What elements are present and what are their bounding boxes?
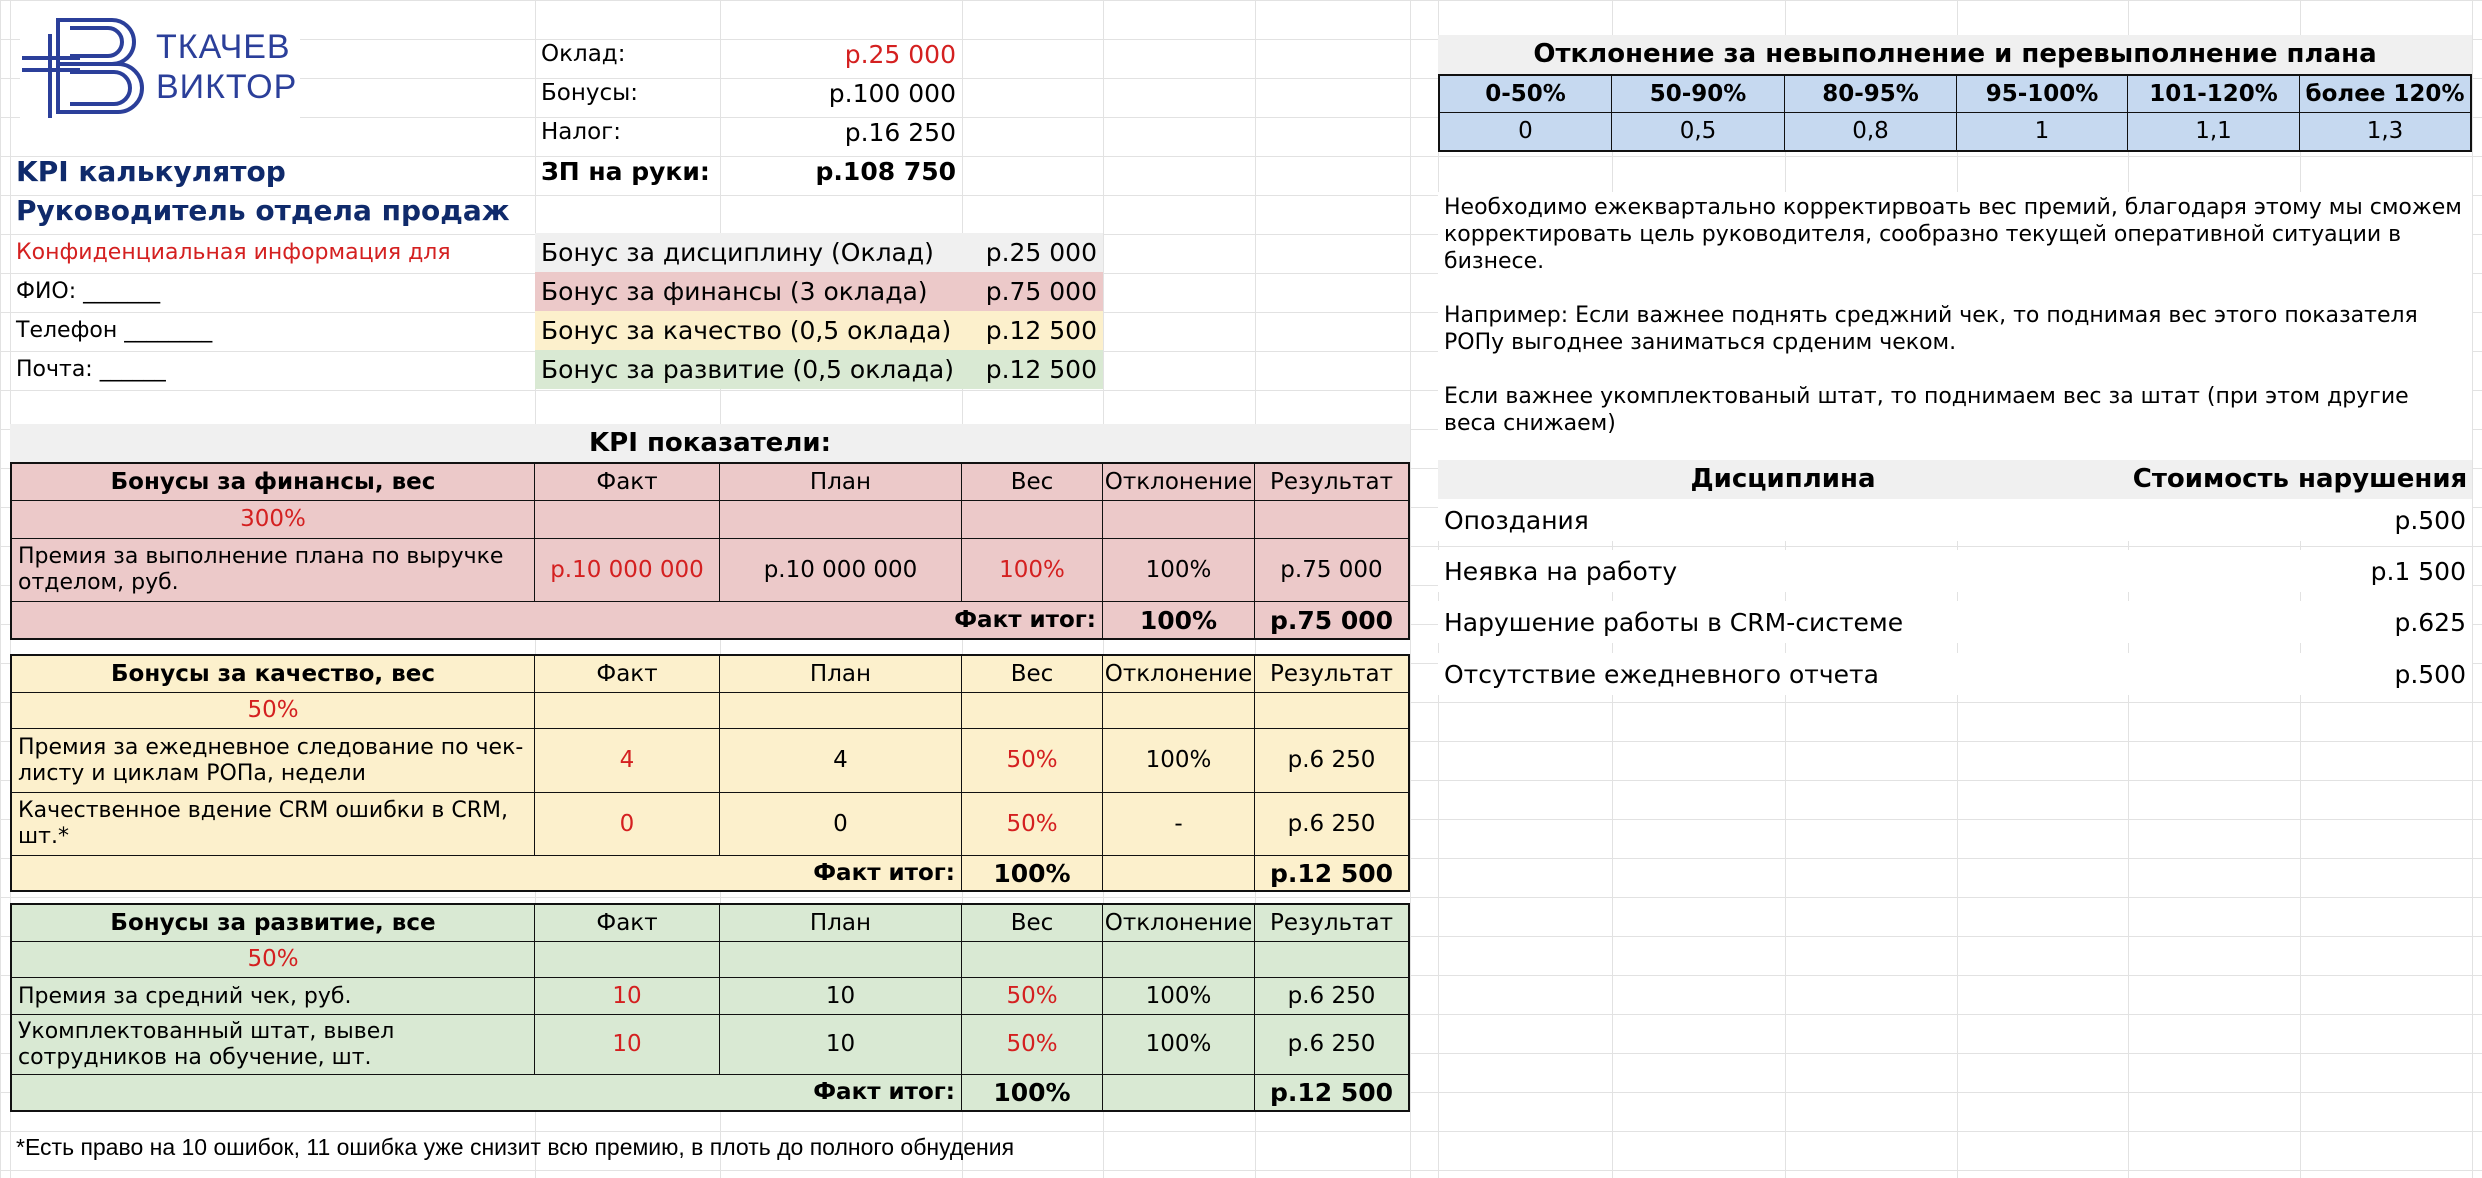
development-total-pct: 100% [962,1075,1103,1110]
net-label: ЗП на руки: [541,157,710,186]
table-row-fact[interactable]: 10 [535,1015,720,1075]
col-deviation: Отклонение [1103,464,1255,501]
development-total-label: Факт итог: [12,1075,962,1110]
note-paragraph-3: Если важнее укомплектованый штат, то поднимаем вес за штат (при этом другие веса снижаем) [1444,384,2409,436]
kpi-title: KPI показатели: [10,424,1410,462]
deviation-value: 0 [1440,113,1612,150]
footnote: *Есть право на 10 ошибок, 11 ошибка уже снизит всю премию, в плоть до полного обнудения [16,1133,1015,1160]
col-deviation: Отклонение [1103,905,1255,942]
col-weight: Вес [962,464,1103,501]
bonus-type-label: Бонус за качество (0,5 оклада) [535,311,962,350]
table-row-result: р.6 250 [1255,978,1408,1015]
discipline-row-name: Неявка на работу [1438,550,2128,592]
note-paragraph-1: Необходимо ежеквартально корректирвоать вес премий, благодаря этому мы сможем корректировать цель руководителя, сообразно текущей оперативной ситуации в бизнесе. [1444,195,2462,274]
table-row-fact[interactable]: 10 [535,978,720,1015]
discipline-header-cost: Стоимость нарушения [2128,460,2472,499]
col-fact: Факт [535,464,720,501]
discipline-row-cost: р.625 [2128,601,2472,643]
salary-label: Оклад: [541,41,626,67]
deviation-header: 80-95% [1785,76,1957,113]
bonus-type-label: Бонус за финансы (3 оклада) [535,272,962,311]
finance-weight: 300% [12,501,535,539]
development-weight: 50% [12,942,535,978]
col-weight: Вес [962,656,1103,693]
development-total-result: р.12 500 [1269,1078,1394,1107]
table-row-plan: р.10 000 000 [720,539,962,602]
table-row-weight[interactable]: 50% [962,793,1103,856]
table-row-plan: 4 [720,729,962,793]
development-title: Бонусы за развитие, все [12,905,535,942]
table-row-name: Качественное вдение CRM ошибки в CRM, шт.* [12,793,535,856]
table-row-result: р.6 250 [1255,729,1408,793]
logo-line2: ВИКТОР [156,68,298,106]
col-result: Результат [1255,464,1408,501]
finance-total-label: Факт итог: [12,602,1103,638]
table-row-name: Премия за средний чек, руб. [12,978,535,1015]
table-row-weight[interactable]: 100% [962,539,1103,602]
quality-total-result: р.12 500 [1269,858,1394,888]
col-weight: Вес [962,905,1103,942]
deviation-title: Отклонение за невыполнение и перевыполнение плана [1438,35,2472,74]
deviation-value: 1,1 [2128,113,2300,150]
discipline-row-name: Отсутствие ежедневного отчета [1438,653,2128,695]
table-row-plan: 10 [720,1015,962,1075]
table-row-name: Укомплектованный штат, вывел сотрудников на обучение, шт. [12,1015,535,1075]
salary-value: р.25 000 [844,40,956,69]
discipline-row-name: Опоздания [1438,499,2128,541]
bonus-type-value: р.12 500 [962,350,1103,389]
col-fact: Факт [535,905,720,942]
deviation-header: 95-100% [1957,76,2128,113]
table-row-name: Премия за ежедневное следование по чек-листу и циклам РОПа, недели [12,729,535,793]
bonus-value: р.100 000 [828,79,956,108]
table-row-deviation: 100% [1103,1015,1255,1075]
table-row-fact[interactable]: 4 [535,729,720,793]
table-row-plan: 0 [720,793,962,856]
table-row-weight[interactable]: 50% [962,1015,1103,1075]
deviation-header: 101-120% [2128,76,2300,113]
table-row-fact[interactable]: р.10 000 000 [535,539,720,602]
bonus-type-value: р.75 000 [962,272,1103,311]
quality-weight: 50% [12,693,535,729]
bonus-type-label: Бонус за дисциплину (Оклад) [535,233,962,272]
deviation-header: 50-90% [1612,76,1785,113]
table-row-weight[interactable]: 50% [962,978,1103,1015]
bonus-label: Бонусы: [541,80,639,106]
note-paragraph-2: Например: Если важнее поднять среджний чек, то поднимая вес этого показателя РОПу выгоднее заниматься срденим чеком. [1444,303,2418,355]
bonus-type-value: р.25 000 [962,233,1103,272]
discipline-row-cost: р.1 500 [2128,550,2472,592]
logo-line1: ТКАЧЕВ [156,28,291,66]
col-result: Результат [1255,905,1408,942]
deviation-value: 0,5 [1612,113,1785,150]
table-row-result: р.6 250 [1255,793,1408,856]
logo-mark-icon [20,14,150,118]
table-row-fact[interactable]: 0 [535,793,720,856]
table-row-result: р.6 250 [1255,1015,1408,1075]
notes-block [1438,192,2472,460]
confidential-label: Конфиденциальная информация для [16,240,451,265]
col-plan: План [720,905,962,942]
deviation-header: более 120% [2300,76,2470,113]
table-row-weight[interactable]: 50% [962,729,1103,793]
net-value: р.108 750 [815,157,956,186]
quality-title: Бонусы за качество, вес [12,656,535,693]
table-row-deviation: 100% [1103,729,1255,793]
col-plan: План [720,656,962,693]
discipline-row-cost: р.500 [2128,499,2472,541]
discipline-row-cost: р.500 [2128,653,2472,695]
tax-value: р.16 250 [844,118,956,147]
bonus-type-label: Бонус за развитие (0,5 оклада) [535,350,962,389]
bonus-type-value: р.12 500 [962,311,1103,350]
finance-total-pct: 100% [1103,602,1255,638]
col-result: Результат [1255,656,1408,693]
quality-total-pct: 100% [962,856,1103,890]
deviation-value: 1,3 [2366,118,2404,144]
table-row-deviation: 100% [1103,978,1255,1015]
table-row-plan: 10 [720,978,962,1015]
deviation-value: 0,8 [1785,113,1957,150]
discipline-header-name: Дисциплина [1438,460,2128,499]
fio-field[interactable]: ФИО: _______ [16,279,161,304]
table-row-result: р.75 000 [1255,539,1408,602]
deviation-header: 0-50% [1440,76,1612,113]
finance-total-result: р.75 000 [1269,605,1394,635]
table-row-deviation: - [1103,793,1255,856]
table-row-name: Премия за выполнение плана по выручке отделом, руб. [12,539,535,602]
page-title: KPI калькулятор [16,155,286,188]
email-field[interactable]: Почта: ______ [16,357,166,382]
discipline-row-name: Нарушение работы в CRM-системе [1438,601,2128,643]
quality-total-label: Факт итог: [12,856,962,890]
col-plan: План [720,464,962,501]
tax-label: Налог: [541,119,621,145]
phone-field[interactable]: Телефон ________ [16,318,213,343]
col-deviation: Отклонение [1103,656,1255,693]
col-fact: Факт [535,656,720,693]
table-row-deviation: 100% [1103,539,1255,602]
logo [20,14,300,118]
finance-title: Бонусы за финансы, вес [12,464,535,501]
role-title: Руководитель отдела продаж [16,194,510,227]
deviation-value: 1 [1957,113,2128,150]
